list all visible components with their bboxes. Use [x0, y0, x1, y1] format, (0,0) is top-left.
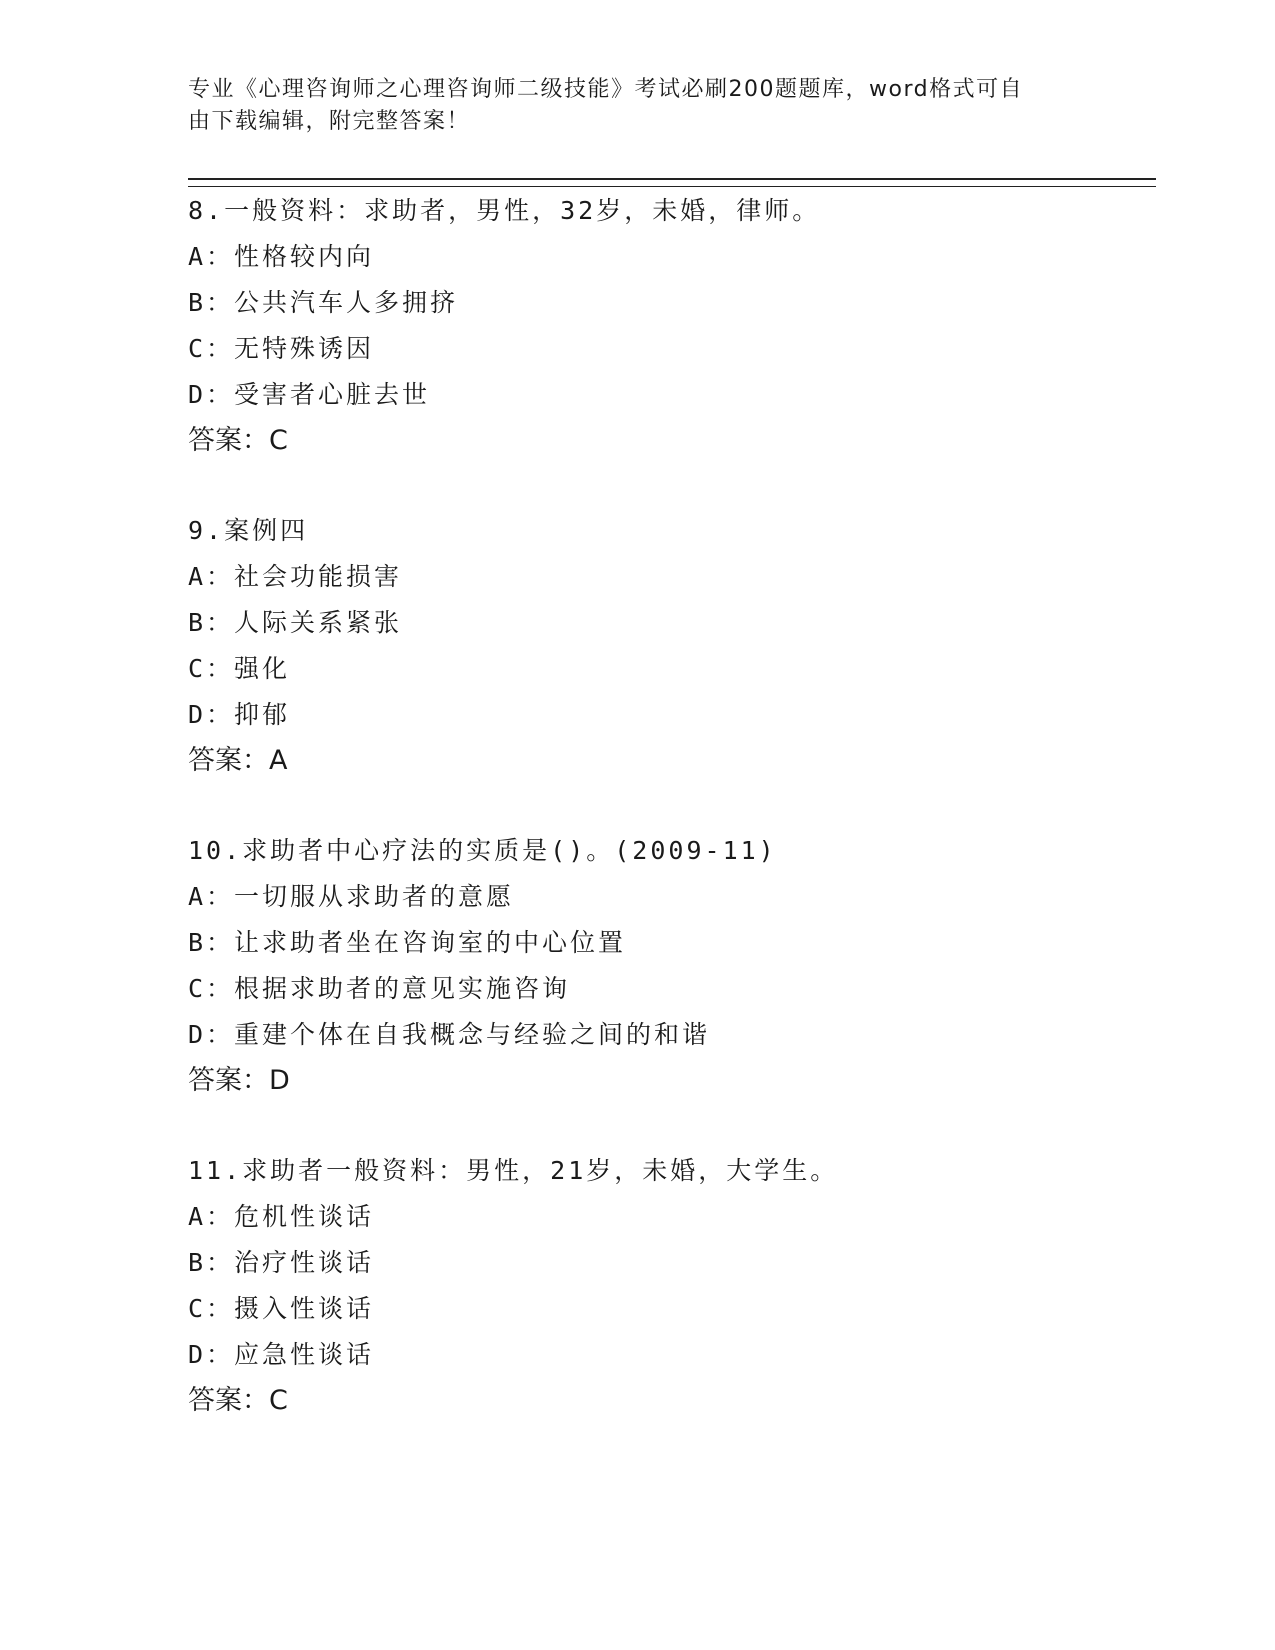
answer: 答案：A — [188, 745, 288, 776]
option-b: B：治疗性谈话 — [188, 1248, 375, 1277]
option-d: D：重建个体在自我概念与经验之间的和谐 — [188, 1020, 711, 1049]
option-c: C：摄入性谈话 — [188, 1294, 375, 1323]
option-c: C：无特殊诱因 — [188, 334, 375, 363]
header-line-1: 专业《心理咨询师之心理咨询师二级技能》考试必刷200题题库，word格式可自 — [188, 77, 1024, 102]
option-d: D：应急性谈话 — [188, 1340, 375, 1369]
question-stem: 10.求助者中心疗法的实质是()。(2009-11) — [188, 836, 777, 865]
answer: 答案：C — [188, 1385, 288, 1416]
option-b: B：公共汽车人多拥挤 — [188, 288, 459, 317]
option-a: A：社会功能损害 — [188, 562, 403, 591]
option-a: A：性格较内向 — [188, 242, 375, 271]
answer: 答案：C — [188, 425, 288, 456]
option-c: C：强化 — [188, 654, 291, 683]
option-a: A：一切服从求助者的意愿 — [188, 882, 515, 911]
question-11 — [188, 1148, 1148, 1424]
option-a: A：危机性谈话 — [188, 1202, 375, 1231]
question-10 — [188, 828, 1148, 1104]
document-header — [188, 74, 1068, 138]
question-8 — [188, 188, 1148, 464]
question-9 — [188, 508, 1148, 784]
question-stem: 11.求助者一般资料：男性，21岁，未婚，大学生。 — [188, 1156, 839, 1185]
option-c: C：根据求助者的意见实施咨询 — [188, 974, 571, 1003]
option-b: B：人际关系紧张 — [188, 608, 403, 637]
answer: 答案：D — [188, 1065, 290, 1096]
question-stem: 8.一般资料：求助者，男性，32岁，未婚，律师。 — [188, 196, 821, 225]
option-b: B：让求助者坐在咨询室的中心位置 — [188, 928, 627, 957]
header-divider — [188, 178, 1156, 187]
option-d: D：受害者心脏去世 — [188, 380, 431, 409]
header-line-2: 由下载编辑，附完整答案！ — [188, 109, 471, 134]
option-d: D：抑郁 — [188, 700, 291, 729]
question-stem: 9.案例四 — [188, 516, 309, 545]
question-list — [188, 188, 1148, 1468]
